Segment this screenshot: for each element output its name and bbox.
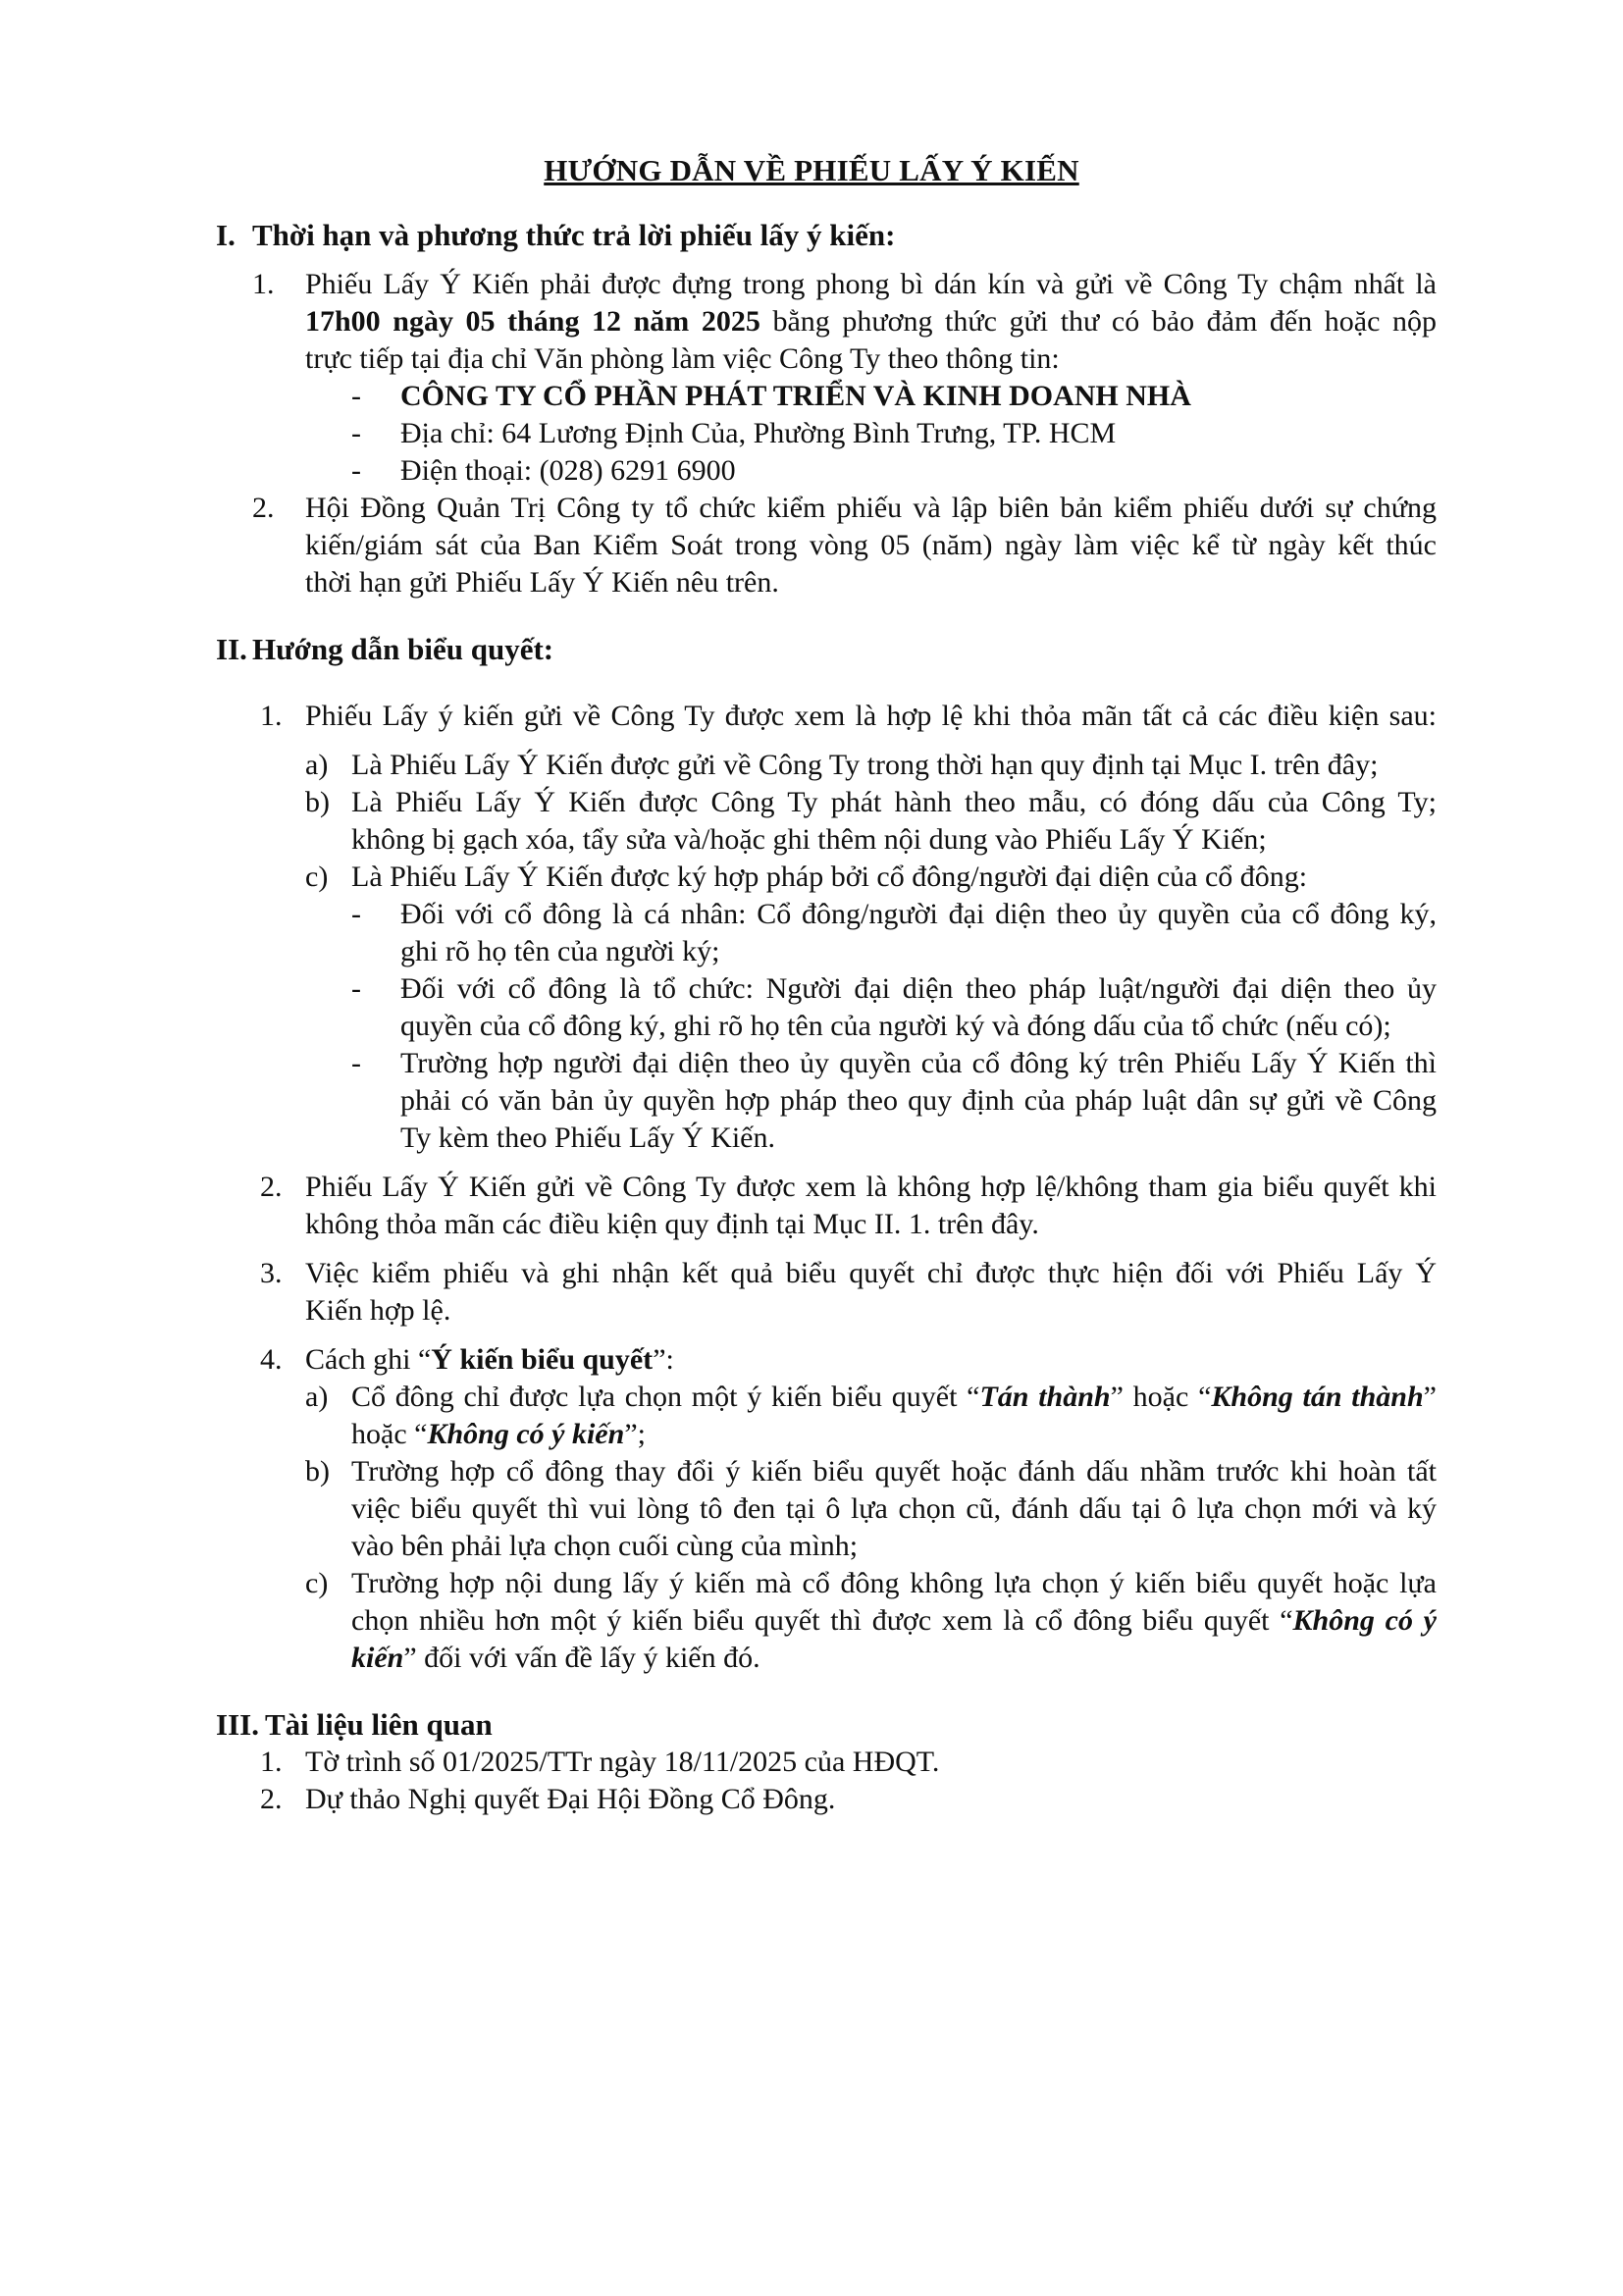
company-phone: Điện thoại: (028) 6291 6900 <box>400 454 736 487</box>
s1-item-1-line-2-rest: bằng phương thức gửi thư có bảo đảm đến hoặc nộp <box>759 305 1437 338</box>
vote-c-line-1: Trường hợp nội dung lấy ý kiến mà cổ đông không lựa chọn ý kiến biểu quyết hoặc lựa <box>351 1567 1437 1599</box>
cond-c-2-line-1: Đối với cổ đông là tổ chức: Người đại diện theo pháp luật/người đại diện theo ủy <box>400 972 1437 1005</box>
s1-item-1-line-1: Phiếu Lấy Ý Kiến phải được đựng trong phong bì dán kín và gửi về Công Ty chậm nhất là <box>305 268 1437 300</box>
s2-item-2-number: 2. <box>260 1171 283 1203</box>
vote-c-line-3 <box>351 1641 760 1676</box>
related-doc-1: Tờ trình số 01/2025/TTr ngày 18/11/2025 của HĐQT. <box>305 1746 940 1778</box>
s2-item-3-number: 3. <box>260 1257 283 1289</box>
s2-item-4-number: 4. <box>260 1343 283 1376</box>
dash-address: - <box>351 417 361 449</box>
s2-item-1-number: 1. <box>260 700 283 732</box>
dash-company: - <box>351 380 361 412</box>
section-2-number: II. <box>216 632 247 666</box>
s2-item-3-line-1: Việc kiểm phiếu và ghi nhận kết quả biểu quyết chỉ được thực hiện đối với Phiếu Lấy Ý <box>305 1257 1437 1289</box>
cond-c-2-line-2: quyền của cổ đông ký, ghi rõ họ tên của người ký và đóng dấu của tổ chức (nếu có); <box>400 1010 1391 1042</box>
vote-a-post: ” <box>1423 1381 1437 1413</box>
s2-item-2-line-2: không thỏa mãn các điều kiện quy định tại Mục II. 1. trên đây. <box>305 1208 1039 1240</box>
s2-item-2-line-1: Phiếu Lấy Ý Kiến gửi về Công Ty được xem là không hợp lệ/không tham gia biểu quyết khi <box>305 1171 1437 1203</box>
cond-c-line-1: Là Phiếu Lấy Ý Kiến được ký hợp pháp bởi cổ đông/người đại diện của cổ đông: <box>351 861 1308 893</box>
cond-b-line-1: Là Phiếu Lấy Ý Kiến được Công Ty phát hành theo mẫu, có đóng dấu của Công Ty; <box>351 786 1437 818</box>
vote-a-l2-post: ”; <box>624 1418 646 1450</box>
company-name: CÔNG TY CỔ PHẦN PHÁT TRIỂN VÀ KINH DOANH NHÀ <box>400 380 1191 412</box>
s1-item-2-number: 2. <box>252 492 275 524</box>
section-3-number: III. <box>216 1707 259 1742</box>
s3-item-2-number: 2. <box>260 1783 283 1815</box>
s1-item-2-line-3: thời hạn gửi Phiếu Lấy Ý Kiến nêu trên. <box>305 566 779 599</box>
related-doc-2: Dự thảo Nghị quyết Đại Hội Đồng Cổ Đông. <box>305 1783 836 1815</box>
cond-b-line-2: không bị gạch xóa, tẩy sửa và/hoặc ghi thêm nội dung vào Phiếu Lấy Ý Kiến; <box>351 823 1267 856</box>
section-3-heading: Tài liệu liên quan <box>265 1707 493 1742</box>
vote-c-line-2 <box>351 1603 1437 1639</box>
s1-item-2-line-1: Hội Đồng Quản Trị Công ty tổ chức kiểm phiếu và lập biên bản kiểm phiếu dưới sự chứng <box>305 492 1437 524</box>
cond-c-dash-3: - <box>351 1047 361 1079</box>
s1-item-1-line-3: trực tiếp tại địa chỉ Văn phòng làm việc Công Ty theo thông tin: <box>305 342 1060 375</box>
vote-a-mid: ” hoặc “ <box>1110 1381 1212 1413</box>
vote-a-pre: Cổ đông chỉ được lựa chọn một ý kiến biểu quyết “ <box>351 1381 980 1413</box>
vote-b-line-1: Trường hợp cổ đông thay đổi ý kiến biểu quyết hoặc đánh dấu nhầm trước khi hoàn tất <box>351 1455 1437 1487</box>
vote-c-marker: c) <box>305 1567 329 1599</box>
vote-c-no-opinion-2: kiến <box>351 1642 404 1674</box>
cond-c-3-line-3: Ty kèm theo Phiếu Lấy Ý Kiến. <box>400 1122 775 1154</box>
vote-a-line-1 <box>351 1380 1437 1415</box>
deadline-text: 17h00 ngày 05 tháng 12 năm 2025 <box>305 305 760 338</box>
vote-b-line-3: vào bên phải lựa chọn cuối cùng của mình; <box>351 1530 859 1562</box>
section-1-number: I. <box>216 218 236 252</box>
option-approve: Tán thành <box>979 1381 1111 1413</box>
vote-b-marker: b) <box>305 1455 330 1487</box>
cond-c-dash-2: - <box>351 972 361 1005</box>
vote-a-line-2 <box>351 1417 646 1452</box>
dash-phone: - <box>351 454 361 487</box>
option-disapprove: Không tán thành <box>1211 1381 1424 1413</box>
s2-item-4-line-1 <box>305 1342 674 1378</box>
s2-item-3-line-2: Kiến hợp lệ. <box>305 1294 451 1327</box>
company-address: Địa chỉ: 64 Lương Định Của, Phường Bình Trưng, TP. HCM <box>400 417 1117 449</box>
vote-c-l2-pre: chọn nhiều hơn một ý kiến biểu quyết thì được xem là cổ đông biểu quyết “ <box>351 1604 1293 1637</box>
s1-item-2-line-2: kiến/giám sát của Ban Kiểm Soát trong vòng 05 (năm) ngày làm việc kể từ ngày kết thúc <box>305 529 1437 561</box>
cond-c-1-line-1: Đối với cổ đông là cá nhân: Cổ đông/người đại diện theo ủy quyền của cổ đông ký, <box>400 898 1437 930</box>
cond-c-dash-1: - <box>351 898 361 930</box>
vote-a-marker: a) <box>305 1381 329 1413</box>
vote-c-no-opinion-1: Không có ý <box>1292 1604 1437 1637</box>
section-2-heading: Hướng dẫn biểu quyết: <box>252 632 554 666</box>
vote-c-l3-post: ” đối với vấn đề lấy ý kiến đó. <box>403 1642 760 1674</box>
s1-item-1-line-2 <box>305 304 1437 339</box>
s3-item-1-number: 1. <box>260 1746 283 1778</box>
cond-a-line-1: Là Phiếu Lấy Ý Kiến được gửi về Công Ty trong thời hạn quy định tại Mục I. trên đây; <box>351 749 1379 781</box>
cond-c-3-line-1: Trường hợp người đại diện theo ủy quyền của cổ đông ký trên Phiếu Lấy Ý Kiến thì <box>400 1047 1437 1079</box>
document-title: HƯỚNG DẪN VỀ PHIẾU LẤY Ý KIẾN <box>544 153 1079 187</box>
vote-b-line-2: việc biểu quyết thì vui lòng tô đen tại ô lựa chọn cũ, đánh dấu tại ô lựa chọn mới và ký <box>351 1492 1437 1525</box>
vote-a-l2-pre: hoặc “ <box>351 1418 428 1450</box>
cond-a-marker: a) <box>305 749 329 781</box>
s2-item-1-line-1: Phiếu Lấy ý kiến gửi về Công Ty được xem là hợp lệ khi thỏa mãn tất cả các điều kiện sau: <box>305 700 1437 732</box>
s2-item-4-pre: Cách ghi “ <box>305 1343 432 1376</box>
section-1-heading: Thời hạn và phương thức trả lời phiếu lấy ý kiến: <box>252 218 896 252</box>
cond-b-marker: b) <box>305 786 330 818</box>
cond-c-1-line-2: ghi rõ họ tên của người ký; <box>400 935 720 967</box>
vote-opinion-label: Ý kiến biểu quyết <box>431 1343 654 1376</box>
s1-item-1-number: 1. <box>252 268 275 300</box>
option-no-opinion: Không có ý kiến <box>427 1418 625 1450</box>
cond-c-marker: c) <box>305 861 329 893</box>
cond-c-3-line-2: phải có văn bản ủy quyền hợp pháp theo quy định của pháp luật dân sự gửi về Công <box>400 1084 1437 1117</box>
s2-item-4-post: ”: <box>653 1343 674 1376</box>
